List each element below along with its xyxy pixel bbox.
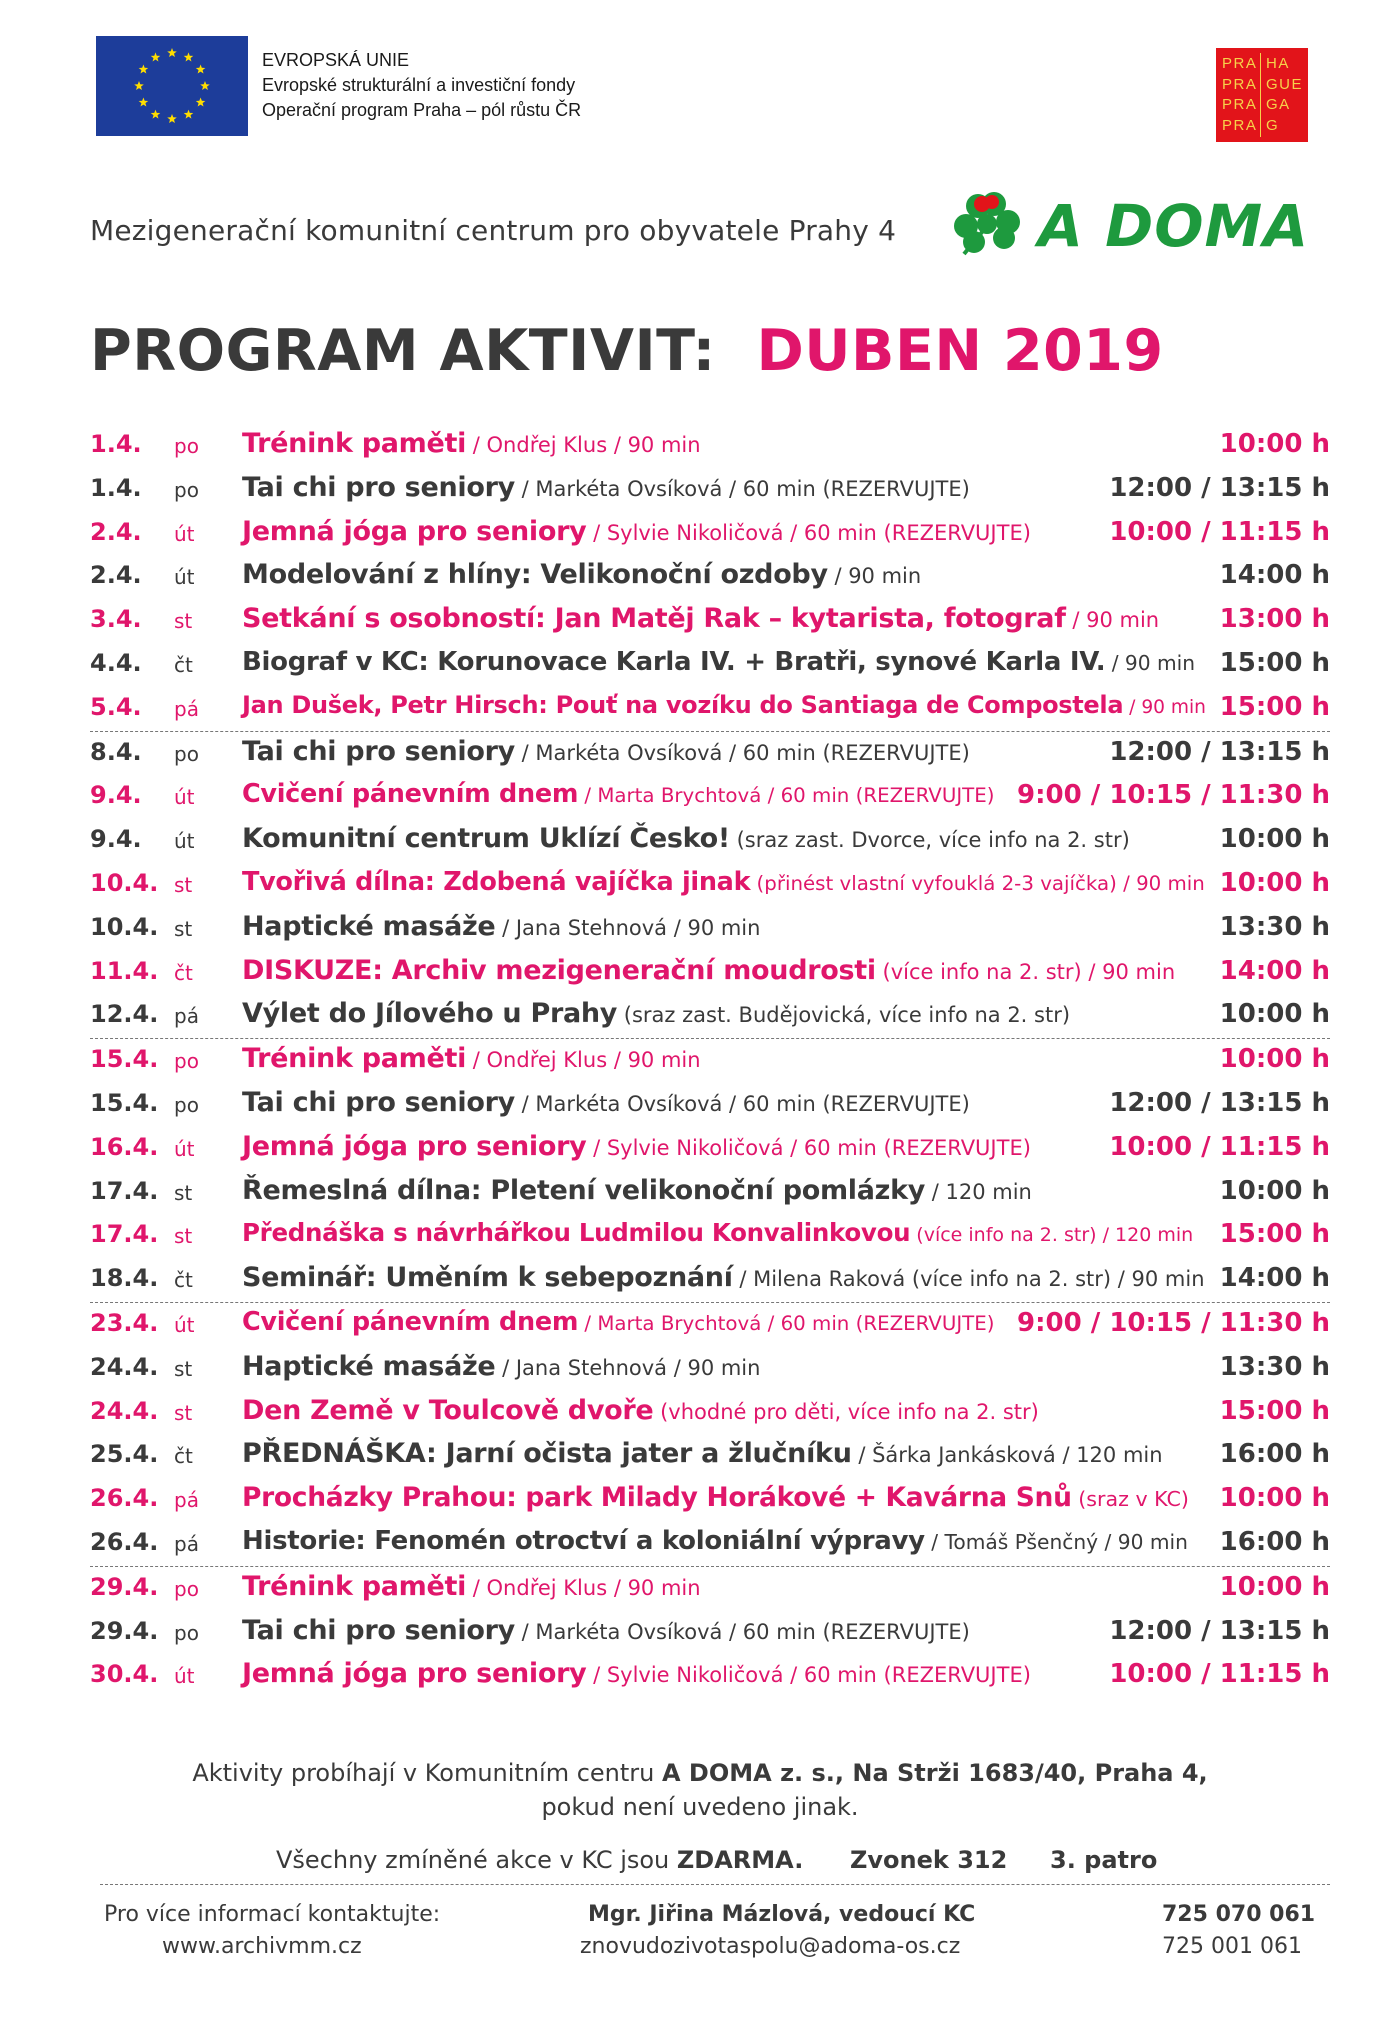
activity-title [242,1307,994,1337]
free-entry-line [276,1846,1158,1874]
activity-name: Haptické masáže [242,1350,496,1382]
activity-details: / Marta Brychtová / 60 min (REZERVUJTE) [578,784,995,808]
schedule-row [90,1258,1330,1302]
praha-logo-text: PRA [1222,75,1258,93]
activity-name: Tvořivá dílna: Zdobená vajíčka jinak [242,866,751,897]
activity-weekday: pá [174,696,199,721]
activity-details: / Šárka Jankásková / 120 min [851,1443,1163,1468]
activity-name: Procházky Prahou: park Milady Horákové + Kavárna Snů [242,1482,1072,1514]
phone-primary: 725 070 061 [1162,1902,1316,1927]
activity-title [242,867,1205,897]
eu-star-icon [184,110,194,119]
activity-date: 24.4. [90,1396,159,1425]
activity-weekday: st [174,872,193,897]
activity-time: 9:00 / 10:15 / 11:30 h [1017,780,1330,811]
activity-time: 12:00 / 13:15 h [1109,736,1330,767]
activity-date: 9.4. [90,781,142,810]
free-prefix: Všechny zmíněné akce v KC jsou [276,1846,677,1874]
activity-date: 10.4. [90,868,159,897]
activity-time: 10:00 h [1219,867,1330,898]
activity-name: Jemná jóga pro seniory [242,1130,587,1162]
activity-title [242,647,1195,677]
venue-prefix: Aktivity probíhají v Komunitním centru [192,1759,662,1787]
activity-time: 16:00 h [1219,1439,1330,1470]
activity-name: Seminář: Uměním k sebepoznání [242,1262,733,1294]
activity-date: 4.4. [90,648,142,677]
schedule-row [90,1522,1330,1566]
eu-flag-logo [96,36,248,136]
activity-name: PŘEDNÁŠKA: Jarní očista jater a žlučníku [242,1438,852,1470]
activity-name: Trénink paměti [242,428,467,459]
activity-name: Setkání s osobností: Jan Matěj Rak – kytarista, fotograf [242,603,1066,635]
schedule-row [90,599,1330,643]
schedule-row [90,1434,1330,1478]
schedule-row [90,1611,1330,1655]
eu-star-icon [196,98,206,107]
activity-title [242,603,1159,634]
schedule-row [90,819,1330,863]
eu-star-icon [196,65,206,74]
activity-time: 10:00 / 11:15 h [1109,1131,1330,1162]
activity-date: 9.4. [90,825,142,854]
activity-weekday: po [174,1049,199,1074]
activity-time: 12:00 / 13:15 h [1109,1615,1330,1646]
activity-date: 11.4. [90,956,159,985]
activity-title [242,1043,701,1074]
eu-line: Evropské strukturální a investiční fondy [262,75,576,95]
activity-details: / Marta Brychtová / 60 min (REZERVUJTE) [578,1311,995,1335]
activity-details: (sraz zast. Dvorce, více info na 2. str) [729,828,1130,853]
activity-weekday: po [174,477,199,502]
schedule-row [90,687,1330,731]
center-subtitle: Mezigenerační komunitní centrum pro obyvatele Prahy 4 [90,214,897,247]
activity-details: / Tomáš Pšenčný / 90 min [924,1529,1188,1554]
activity-weekday: čt [174,960,193,985]
title-prefix: PROGRAM AKTIVIT: [90,318,716,384]
schedule-row [90,775,1330,819]
activity-details: / Ondřej Klus / 90 min [466,1048,701,1073]
schedule-row [90,424,1330,468]
activity-title [242,1175,1032,1206]
praha-logo-text: G [1266,116,1280,134]
activity-title [242,559,921,590]
praha-logo-text: PRA [1222,116,1258,134]
activity-time: 14:00 h [1219,1263,1330,1294]
activity-title [242,1615,970,1646]
activity-name: Tai chi pro seniory [242,1086,515,1118]
activity-title [242,516,1031,547]
schedule-row [90,951,1330,995]
activity-date: 8.4. [90,737,142,766]
activity-title [242,1087,970,1118]
activity-weekday: po [174,1092,199,1117]
activity-details: (sraz v KC) [1071,1487,1189,1512]
activity-name: Trénink paměti [242,1570,467,1602]
schedule-row [90,512,1330,556]
activity-title [242,823,1130,854]
activity-weekday: út [174,565,195,590]
eu-star-icon [139,65,149,74]
bell-number: Zvonek 312 [850,1846,1008,1874]
activity-title [242,1262,1205,1293]
schedule-row [90,555,1330,599]
activity-title [242,779,994,809]
activity-date: 29.4. [90,1572,159,1601]
activity-weekday: út [174,1664,195,1689]
venue-line [0,1756,1400,1790]
activity-details: (sraz zast. Budějovická, více info na 2. str) [617,1003,1071,1028]
activity-date: 16.4. [90,1132,159,1161]
activity-weekday: po [174,1576,199,1601]
footer-divider [100,1884,1330,1885]
activity-title [242,1571,701,1602]
praha-logo-text: PRA [1222,96,1258,113]
activity-name: Tai chi pro seniory [242,471,515,503]
activity-details: / Jana Stehnová / 90 min [495,1355,761,1380]
activity-weekday: po [174,1620,199,1645]
activity-date: 29.4. [90,1616,159,1645]
eu-stars-icon [96,36,248,136]
eu-caption [262,48,581,123]
activity-name: Přednáška s návrhářkou Ludmilou Konvalinkovou [242,1218,911,1248]
activity-title [242,428,701,459]
activity-weekday: st [174,1356,193,1381]
activity-details: / Milena Raková (více info na 2. str) / 90 min [732,1267,1205,1292]
schedule-row [90,1391,1330,1435]
activity-details: / Ondřej Klus / 90 min [466,1575,701,1600]
activity-title [242,1526,1188,1556]
activity-weekday: st [174,1400,193,1425]
activity-weekday: čt [174,1444,193,1469]
activity-weekday: st [174,1224,193,1249]
activity-time: 10:00 h [1219,1571,1330,1602]
schedule-row [90,468,1330,512]
activity-time: 10:00 h [1219,999,1330,1030]
activity-time: 15:00 h [1219,647,1330,678]
activity-date: 5.4. [90,692,142,721]
activity-title [242,1395,1039,1426]
activity-name: DISKUZE: Archiv mezigenerační moudrosti [242,954,876,986]
activity-details: / 90 min [1105,650,1196,675]
schedule-row [90,1654,1330,1698]
activity-date: 30.4. [90,1660,159,1689]
eu-star-icon [151,110,161,119]
activity-date: 1.4. [90,430,142,458]
activity-time: 12:00 / 13:15 h [1109,472,1330,503]
title-month: DUBEN 2019 [756,318,1164,384]
activity-time: 14:00 h [1219,560,1330,591]
brand-name: A DOMA [1038,192,1310,260]
eu-star-icon [167,48,177,57]
activity-weekday: pá [174,1488,199,1513]
eu-line: Operační program Praha – pól růstu ČR [262,100,582,120]
schedule-row [90,994,1330,1038]
activity-date: 3.4. [90,605,142,634]
schedule-row [90,1478,1330,1522]
activity-details: / Markéta Ovsíková / 60 min (REZERVUJTE) [514,1091,970,1116]
activity-weekday: út [174,1136,195,1161]
activity-date: 26.4. [90,1484,159,1513]
activity-weekday: út [174,829,195,854]
activity-time: 12:00 / 13:15 h [1109,1087,1330,1118]
activity-details: / 120 min [925,1179,1032,1204]
activity-time: 10:00 h [1219,1044,1330,1075]
praha-logo-left [1222,54,1257,136]
activity-name: Tai chi pro seniory [242,735,515,767]
activity-title [242,998,1070,1029]
activity-time: 15:00 h [1219,691,1330,722]
activity-name: Haptické masáže [242,910,496,942]
eu-star-icon [184,52,194,61]
activity-details: (více info na 2. str) / 120 min [910,1224,1194,1247]
activity-weekday: st [174,1180,193,1205]
activity-title [242,955,1175,986]
activity-date: 1.4. [90,473,142,502]
activity-name: Cvičení pánevním dnem [242,1306,579,1337]
activity-date: 26.4. [90,1527,159,1556]
activity-time: 10:00 h [1219,824,1330,855]
venue-address: A DOMA z. s., Na Strži 1683/40, Praha 4, [662,1759,1208,1787]
activity-details: (vhodné pro děti, více info na 2. str) [653,1399,1039,1424]
praha-logo-text: GA [1266,96,1291,113]
activity-date: 17.4. [90,1176,159,1205]
eu-star-icon [139,98,149,107]
activity-date: 24.4. [90,1352,159,1381]
schedule-row [90,1214,1330,1258]
schedule-row [90,907,1330,951]
activity-time: 13:30 h [1219,911,1330,942]
activity-name: Historie: Fenomén otroctví a koloniální výpravy [242,1525,925,1556]
activity-name: Výlet do Jílového u Prahy [242,998,618,1030]
activity-date: 10.4. [90,912,159,941]
schedule-row [90,1038,1330,1083]
activity-weekday: po [174,741,199,766]
activity-title [242,472,970,503]
activity-time: 13:00 h [1219,604,1330,635]
praha-logo-text: HA [1266,55,1290,72]
schedule-row [90,1171,1330,1215]
activity-name: Řemeslná dílna: Pletení velikonoční pomlázky [242,1174,926,1206]
schedule-row [90,731,1330,776]
praha-logo-text: GUE [1266,75,1304,93]
free-label: ZDARMA. [676,1846,804,1874]
activity-time: 15:00 h [1219,1219,1330,1250]
activity-date: 18.4. [90,1264,159,1293]
activity-name: Jemná jóga pro seniory [242,1658,587,1690]
page-title [90,318,1164,384]
clover-icon [952,192,1024,258]
activity-name: Biograf v KC: Korunovace Karla IV. + Bratři, synové Karla IV. [242,646,1106,677]
activity-weekday: út [174,1312,195,1337]
activity-title [242,1438,1163,1469]
schedule-row [90,1347,1330,1391]
activity-title [242,1131,1031,1162]
activity-weekday: st [174,916,193,941]
activity-details: / 90 min [827,564,922,589]
eu-star-icon [134,81,144,90]
schedule-row [90,1083,1330,1127]
email-link[interactable]: znovudozivotaspolu@adoma-os.cz [580,1934,961,1959]
activity-date: 23.4. [90,1308,159,1337]
activity-weekday: po [174,434,199,458]
schedule-row [90,1566,1330,1611]
activity-schedule [90,424,1330,1698]
activity-name: Den Země v Toulcově dvoře [242,1394,654,1426]
activity-details: / Sylvie Nikoličová / 60 min (REZERVUJTE) [586,1135,1031,1160]
activity-name: Jan Dušek, Petr Hirsch: Pouť na vozíku do Santiaga de Compostela [242,690,1124,719]
activity-name: Cvičení pánevním dnem [242,779,579,810]
activity-details: / Sylvie Nikoličová / 60 min (REZERVUJTE) [586,1663,1031,1688]
eu-star-icon [167,114,177,123]
eu-star-icon [200,81,210,90]
activity-details: / Markéta Ovsíková / 60 min (REZERVUJTE) [514,740,970,765]
activity-name: Modelování z hlíny: Velikonoční ozdoby [242,559,828,591]
activity-name: Jemná jóga pro seniory [242,515,587,547]
activity-details: / 90 min [1123,696,1206,718]
activity-date: 12.4. [90,1000,159,1029]
activity-time: 13:30 h [1219,1351,1330,1382]
activity-details: / Markéta Ovsíková / 60 min (REZERVUJTE) [514,476,970,501]
schedule-row [90,1127,1330,1171]
eu-star-icon [151,52,161,61]
contact-label: Pro více informací kontaktujte: [104,1902,441,1927]
activity-date: 15.4. [90,1045,159,1074]
schedule-row [90,643,1330,687]
activity-date: 15.4. [90,1088,159,1117]
activity-title [242,1351,760,1382]
activity-time: 10:00 h [1219,1175,1330,1206]
activity-time: 9:00 / 10:15 / 11:30 h [1017,1307,1330,1338]
activity-details: / Jana Stehnová / 90 min [495,915,761,940]
floor-number: 3. patro [1050,1846,1158,1874]
activity-title [242,691,1206,719]
activity-details: / Ondřej Klus / 90 min [466,433,701,457]
praha-logo-divider [1260,53,1261,137]
activity-title [242,1658,1031,1689]
activity-name: Tai chi pro seniory [242,1614,515,1646]
website-link[interactable]: www.archivmm.cz [162,1934,362,1959]
activity-time: 10:00 h [1219,1483,1330,1514]
activity-weekday: st [174,609,193,634]
praha-logo-text: PRA [1222,55,1258,72]
activity-details: / Markéta Ovsíková / 60 min (REZERVUJTE) [514,1619,970,1644]
phone-secondary: 725 001 061 [1162,1934,1302,1959]
activity-details: / 90 min [1065,608,1160,633]
activity-details: / Sylvie Nikoličová / 60 min (REZERVUJTE) [586,520,1031,545]
activity-title [242,1482,1189,1513]
activity-weekday: čt [174,652,193,677]
activity-time: 10:00 / 11:15 h [1109,516,1330,547]
schedule-row [90,863,1330,907]
activity-date: 2.4. [90,517,142,546]
activity-title [242,911,760,942]
activity-weekday: út [174,785,195,810]
activity-date: 17.4. [90,1220,159,1249]
activity-details: (přinést vlastní vyfouklá 2-3 vajíčka) / 90 min [750,871,1205,895]
activity-weekday: pá [174,1004,199,1029]
activity-weekday: út [174,521,195,546]
contact-name: Mgr. Jiřina Mázlová, vedoucí KC [588,1902,976,1927]
activity-weekday: pá [174,1531,199,1556]
activity-time: 10:00 h [1219,429,1330,459]
activity-title [242,1218,1193,1247]
venue-info [0,1756,1400,1824]
activity-weekday: čt [174,1268,193,1293]
eu-line: EVROPSKÁ UNIE [262,50,410,70]
schedule-row [90,1302,1330,1347]
activity-time: 16:00 h [1219,1526,1330,1557]
activity-time: 15:00 h [1219,1395,1330,1426]
praha-logo [1216,48,1308,142]
activity-time: 10:00 / 11:15 h [1109,1659,1330,1690]
venue-note: pokud není uvedeno jinak. [541,1793,859,1821]
activity-time: 14:00 h [1219,955,1330,986]
activity-name: Trénink paměti [242,1043,467,1075]
activity-details: (více info na 2. str) / 90 min [875,959,1176,984]
activity-title [242,736,970,767]
activity-date: 25.4. [90,1440,159,1469]
activity-name: Komunitní centrum Uklízí Česko! [242,823,730,855]
praha-logo-right [1266,54,1303,136]
activity-date: 2.4. [90,561,142,590]
